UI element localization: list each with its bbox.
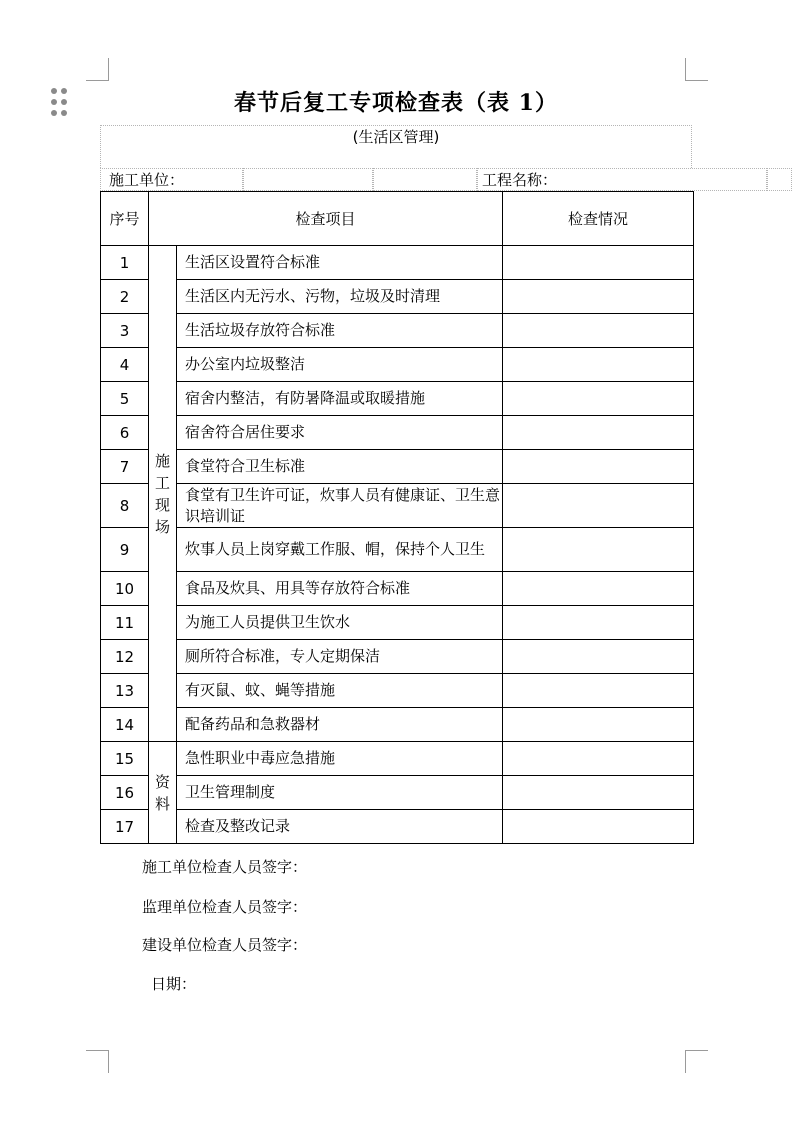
row-item: 有灭鼠、蚊、蝇等措施 bbox=[177, 674, 503, 708]
project-name-value[interactable] bbox=[767, 168, 792, 191]
row-number: 2 bbox=[101, 280, 149, 314]
row-status-cell[interactable] bbox=[503, 776, 694, 810]
table-row bbox=[101, 674, 694, 708]
row-status-cell[interactable] bbox=[503, 246, 694, 280]
construction-unit-value[interactable] bbox=[243, 168, 373, 191]
row-number: 5 bbox=[101, 382, 149, 416]
document-subtitle bbox=[100, 125, 692, 168]
table-row bbox=[101, 742, 694, 776]
header-status: 检查情况 bbox=[503, 192, 694, 246]
table-row bbox=[101, 640, 694, 674]
table-row bbox=[101, 450, 694, 484]
row-number: 14 bbox=[101, 708, 149, 742]
table-row bbox=[101, 484, 694, 528]
page-corner-mark-bottom-right bbox=[685, 1050, 708, 1073]
row-number: 17 bbox=[101, 810, 149, 844]
subtitle-text: (生活区管理) bbox=[352, 128, 440, 146]
row-number: 15 bbox=[101, 742, 149, 776]
row-number: 1 bbox=[101, 246, 149, 280]
project-name-label: 工程名称： bbox=[477, 168, 767, 191]
row-status-cell[interactable] bbox=[503, 528, 694, 572]
row-status-cell[interactable] bbox=[503, 674, 694, 708]
row-number: 11 bbox=[101, 606, 149, 640]
table-header-row bbox=[101, 192, 694, 246]
row-item: 配备药品和急救器材 bbox=[177, 708, 503, 742]
row-item: 食品及炊具、用具等存放符合标准 bbox=[177, 572, 503, 606]
row-status-cell[interactable] bbox=[503, 382, 694, 416]
group-site-label: 施工现场 bbox=[155, 451, 171, 536]
group-docs bbox=[149, 742, 177, 844]
row-number: 10 bbox=[101, 572, 149, 606]
construction-unit-label: 施工单位： bbox=[100, 168, 243, 191]
info-spacer bbox=[373, 168, 477, 191]
table-row bbox=[101, 606, 694, 640]
table-row bbox=[101, 708, 694, 742]
table-row bbox=[101, 810, 694, 844]
table-row bbox=[101, 246, 694, 280]
row-status-cell[interactable] bbox=[503, 606, 694, 640]
row-status-cell[interactable] bbox=[503, 416, 694, 450]
table-row bbox=[101, 572, 694, 606]
row-number: 13 bbox=[101, 674, 149, 708]
row-item: 食堂符合卫生标准 bbox=[177, 450, 503, 484]
row-status-cell[interactable] bbox=[503, 450, 694, 484]
row-item: 宿舍符合居住要求 bbox=[177, 416, 503, 450]
row-item: 生活区内无污水、污物，垃圾及时清理 bbox=[177, 280, 503, 314]
contractor-signature-label: 施工单位检查人员签字： bbox=[142, 858, 308, 876]
row-number: 16 bbox=[101, 776, 149, 810]
table-row bbox=[101, 314, 694, 348]
row-status-cell[interactable] bbox=[503, 348, 694, 382]
group-site bbox=[149, 246, 177, 742]
row-number: 3 bbox=[101, 314, 149, 348]
drag-handle-icon[interactable] bbox=[51, 88, 69, 118]
row-item: 厕所符合标准，专人定期保洁 bbox=[177, 640, 503, 674]
row-item: 生活垃圾存放符合标准 bbox=[177, 314, 503, 348]
table-row bbox=[101, 348, 694, 382]
row-status-cell[interactable] bbox=[503, 742, 694, 776]
row-item: 生活区设置符合标准 bbox=[177, 246, 503, 280]
row-number: 7 bbox=[101, 450, 149, 484]
row-status-cell[interactable] bbox=[503, 314, 694, 348]
row-item: 宿舍内整洁，有防暑降温或取暖措施 bbox=[177, 382, 503, 416]
row-item: 为施工人员提供卫生饮水 bbox=[177, 606, 503, 640]
row-item: 办公室内垃圾整洁 bbox=[177, 348, 503, 382]
table-row bbox=[101, 382, 694, 416]
page-corner-mark-top-right bbox=[685, 58, 708, 81]
group-docs-label: 资料 bbox=[155, 772, 171, 813]
row-status-cell[interactable] bbox=[503, 572, 694, 606]
table-row bbox=[101, 280, 694, 314]
page-corner-mark-top-left bbox=[86, 58, 109, 81]
row-status-cell[interactable] bbox=[503, 280, 694, 314]
row-item: 卫生管理制度 bbox=[177, 776, 503, 810]
row-status-cell[interactable] bbox=[503, 640, 694, 674]
checklist-table bbox=[100, 191, 694, 844]
row-number: 9 bbox=[101, 528, 149, 572]
row-item: 急性职业中毒应急措施 bbox=[177, 742, 503, 776]
row-status-cell[interactable] bbox=[503, 708, 694, 742]
row-number: 12 bbox=[101, 640, 149, 674]
row-number: 4 bbox=[101, 348, 149, 382]
document-title: 春节后复工专项检查表（表 1） bbox=[234, 90, 558, 116]
page-corner-mark-bottom-left bbox=[86, 1050, 109, 1073]
table-row bbox=[101, 416, 694, 450]
info-row bbox=[100, 168, 692, 191]
supervisor-signature-label: 监理单位检查人员签字： bbox=[142, 898, 308, 916]
row-item: 检查及整改记录 bbox=[177, 810, 503, 844]
row-item: 炊事人员上岗穿戴工作服、帽，保持个人卫生 bbox=[177, 528, 503, 572]
row-number: 8 bbox=[101, 484, 149, 528]
header-no: 序号 bbox=[101, 192, 149, 246]
date-label: 日期： bbox=[151, 975, 197, 993]
row-number: 6 bbox=[101, 416, 149, 450]
row-status-cell[interactable] bbox=[503, 810, 694, 844]
row-item: 食堂有卫生许可证，炊事人员有健康证、卫生意识培训证 bbox=[177, 484, 503, 528]
header-item: 检查项目 bbox=[149, 192, 503, 246]
row-status-cell[interactable] bbox=[503, 484, 694, 528]
table-row bbox=[101, 776, 694, 810]
table-row bbox=[101, 528, 694, 572]
owner-signature-label: 建设单位检查人员签字： bbox=[142, 936, 308, 954]
